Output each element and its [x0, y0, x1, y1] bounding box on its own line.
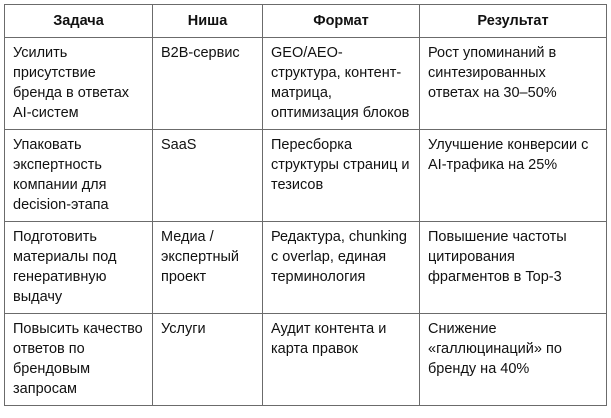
- header-result: Результат: [420, 5, 607, 38]
- header-niche: Ниша: [153, 5, 263, 38]
- cell-niche: B2B-сервис: [153, 38, 263, 130]
- cell-task: Повысить качество ответов по брендовым запросам: [5, 314, 153, 406]
- cell-task: Упаковать экспертность компании для decision-этапа: [5, 130, 153, 222]
- cell-result: Рост упоминаний в синтезированных ответах на 30–50%: [420, 38, 607, 130]
- table-row: [5, 38, 607, 130]
- cell-format: Аудит контента и карта правок: [263, 314, 420, 406]
- table-header-row: [5, 5, 607, 38]
- cell-task: Усилить присутствие бренда в ответах AI-систем: [5, 38, 153, 130]
- cell-format: Пересборка структуры страниц и тезисов: [263, 130, 420, 222]
- cell-format: GEO/AEO-структура, контент-матрица, оптимизация блоков: [263, 38, 420, 130]
- table-row: [5, 222, 607, 314]
- cell-result: Улучшение конверсии с AI-трафика на 25%: [420, 130, 607, 222]
- cell-result: Повышение частоты цитирования фрагментов в Top-3: [420, 222, 607, 314]
- cell-result: Снижение «галлюцинаций» по бренду на 40%: [420, 314, 607, 406]
- header-task: Задача: [5, 5, 153, 38]
- table-row: [5, 314, 607, 406]
- cell-niche: Медиа / экспертный проект: [153, 222, 263, 314]
- cell-task: Подготовить материалы под генеративную выдачу: [5, 222, 153, 314]
- cell-niche: SaaS: [153, 130, 263, 222]
- cell-format: Редактура, chunking с overlap, единая терминология: [263, 222, 420, 314]
- results-table: [4, 4, 607, 406]
- cell-niche: Услуги: [153, 314, 263, 406]
- table-row: [5, 130, 607, 222]
- header-format: Формат: [263, 5, 420, 38]
